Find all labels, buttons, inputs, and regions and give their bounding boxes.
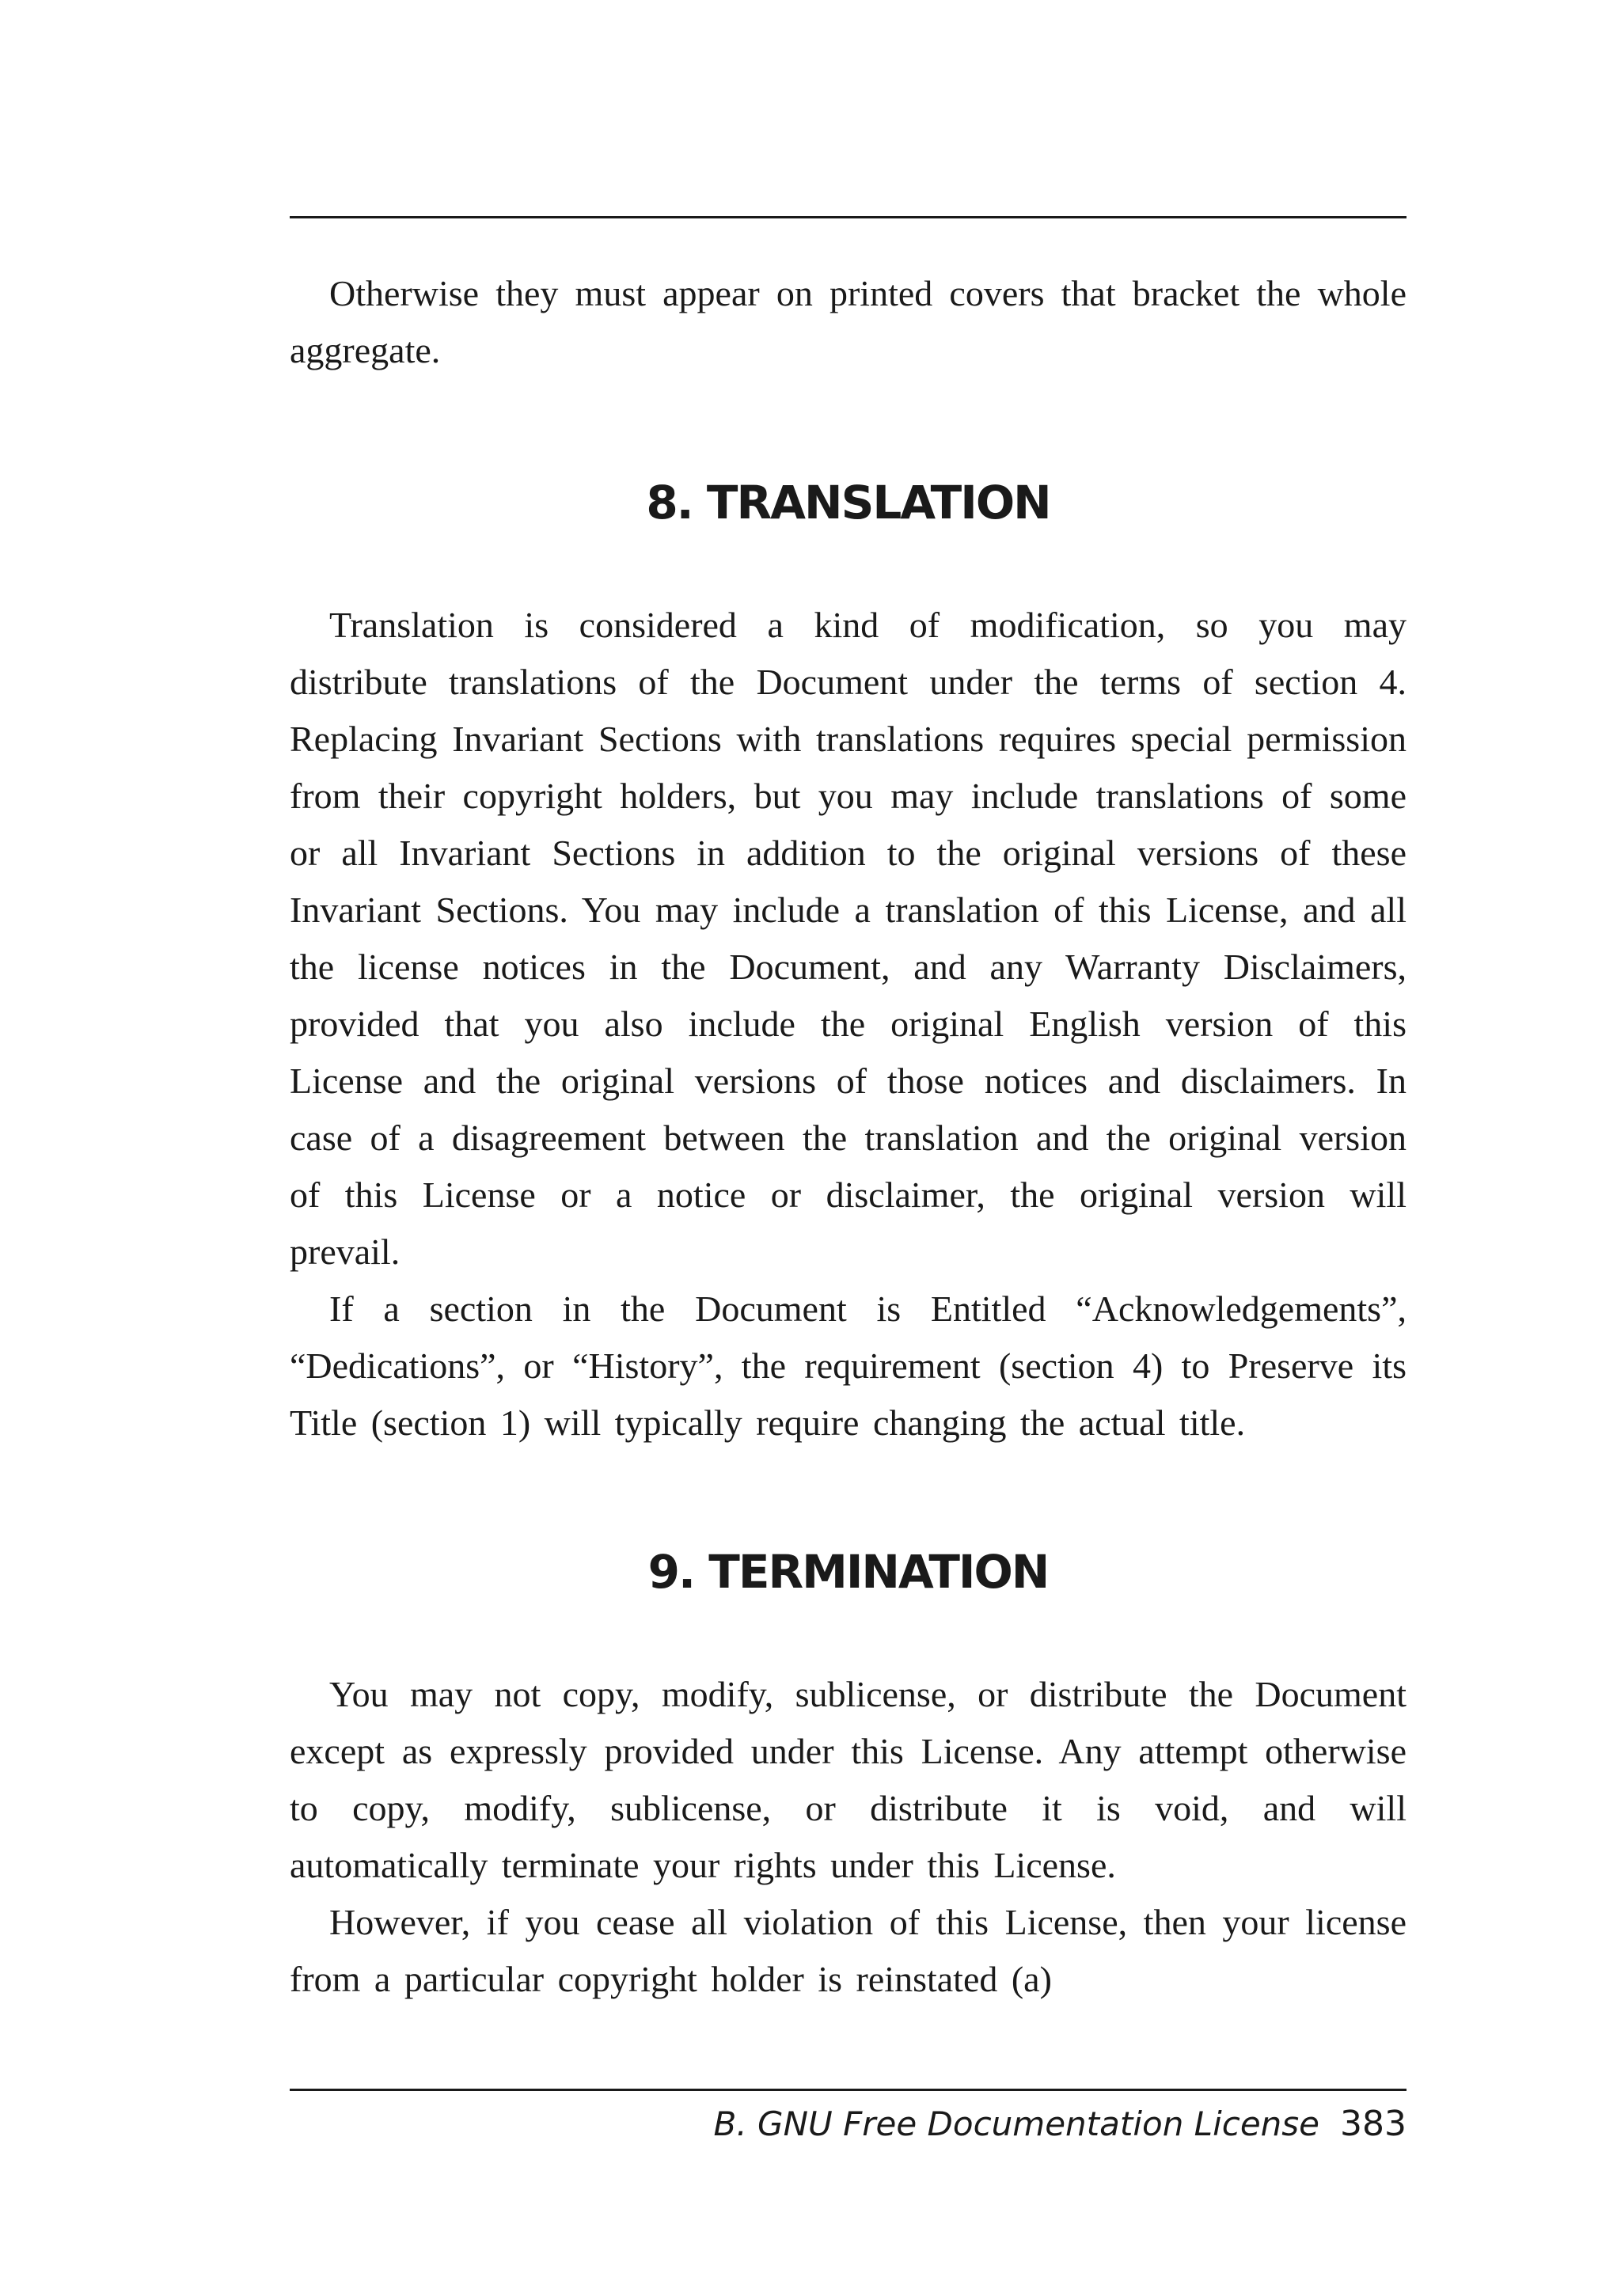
page-footer (714, 2101, 1407, 2148)
termination-paragraph-2: However, if you cease all violation of this License, then your license from a particular copyright holder is reinstated (a) (290, 1902, 1407, 1999)
page-number: 383 (1340, 2104, 1407, 2144)
footer-title: B. GNU Free Documentation License (713, 2104, 1320, 2143)
termination-paragraph-1: You may not copy, modify, sublicense, or distribute the Document except as expressly provided under this License. Any attempt otherwise to copy, modify, sublicense, or distribute it is void, and will automatically terminate your rights under this License. (290, 1674, 1407, 1885)
translation-paragraph-1: Translation is considered a kind of modification, so you may distribute translations of the Document under the terms of section 4. Replacing Invariant Sections with translations requires special permission from their copyright holders, but you may include translations of some or all Invariant Sections in addition to the original versions of these Invariant Sections. You may include a translation of this License, and all the license notices in the Document, and any Warranty Disclaimers, provided that you also include the original English version of this License and the original versions of those notices and disclaimers. In case of a disagreement between the translation and the original version of this License or a notice or disclaimer, the original version will prevail. (290, 605, 1407, 1272)
lead-paragraph: Otherwise they must appear on printed covers that bracket the whole aggregate. (290, 273, 1407, 370)
section-heading-translation: 8. TRANSLATION (646, 476, 1050, 529)
footer-rule (290, 2089, 1407, 2091)
page-body (290, 265, 1407, 2008)
section-heading-termination: 9. TERMINATION (647, 1545, 1049, 1599)
translation-paragraph-2: If a section in the Document is Entitled “Acknowledgements”, “Dedications”, or “History”, the requirement (section 4) to Preserve its Title (section 1) will typically require changing the actual title. (290, 1288, 1407, 1443)
header-rule (290, 216, 1407, 218)
